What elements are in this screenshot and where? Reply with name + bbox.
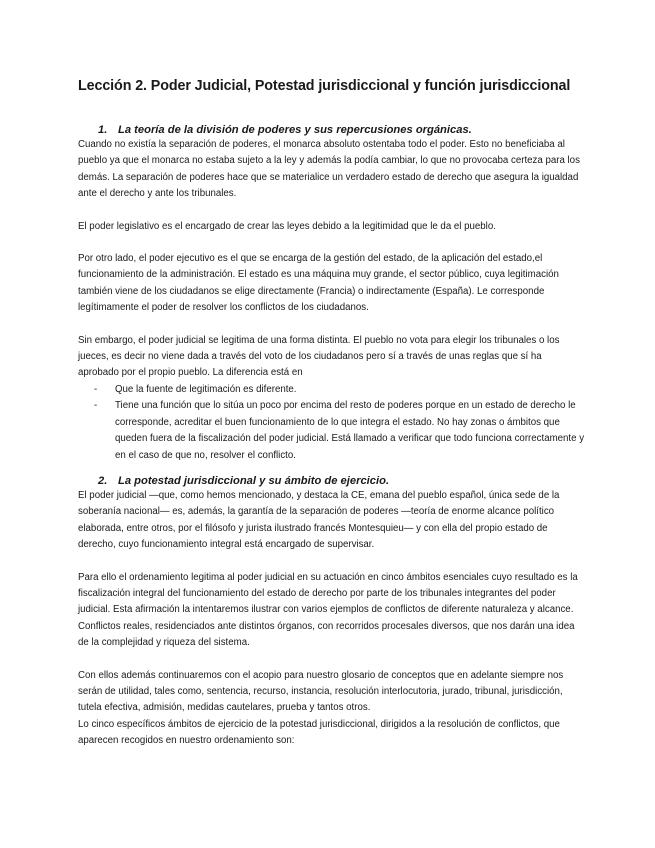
section-1-heading-text: La teoría de la división de poderes y sus repercusiones orgánicas. <box>118 124 472 136</box>
section-1-paragraph-3: Por otro lado, el poder ejecutivo es el que se encarga de la gestión del estado, de la aplicación del estado,el funcionamiento de la administración. El estado es una máquina muy grande, el sector público, cuya legitimación también viene de los ciudadanos se elige directamente (Francia) o indirectamente (España). Le corresponde legítimamente el poder de resolver los conflictos de los ciudadanos. <box>78 253 559 314</box>
list-item: - Tiene una función que lo sitúa un poco por encima del resto de poderes porque en un estado de derecho le corresponde, acreditar el buen funcionamiento de lo que integra el estado. No hay zonas o ámbitos que queden fuera de la fiscalización del poder judicial. Está llamado a verificar que todo funciona correctamente y en el caso de que no, resolver el conflicto. <box>115 398 585 464</box>
section-1-number: 1. <box>98 124 108 136</box>
section-2-paragraph-3: Con ellos además continuaremos con el acopio para nuestro glosario de conceptos que en adelante siempre nos serán de utilidad, tales como, sentencia, recurso, instancia, resolución interlocutoria, jurado, tribunal, jurisdicción, tutela efectiva, admisión, medidas cautelares, prueba y tantos otros. <box>78 669 564 714</box>
document-title: Lección 2. Poder Judicial, Potestad jurisdiccional y función jurisdiccional <box>78 78 571 94</box>
section-1-bullet-list <box>78 382 585 464</box>
section-1-heading <box>98 124 585 136</box>
section-2-heading <box>98 475 585 487</box>
section-2-number: 2. <box>98 474 108 487</box>
section-2-paragraph-1: El poder judicial —que, como hemos mencionado, y destaca la CE, emana del pueblo español, única sede de la soberanía nacional— es, además, la garantía de la separación de poderes —teoría de enorme alcance político elaborada, entre otros, por el filósofo y jurista ilustrado francés Montesquieu— y con ella del propio estado de derecho, cuyo funcionamiento integral está encargado de supervisar. <box>78 489 560 551</box>
section-2-paragraph-2: Para ello el ordenamiento legitima al poder judicial en su actuación en cinco ámbitos esenciales cuyo resultado es la fiscalización integral del funcionamiento del estado de derecho por parte de los tribunales integrantes del poder judicial. Esta afirmación la intentaremos ilustrar con varios ejemplos de conflictos de diferente naturaleza y alcance. Conflictos reales, residenciados ante distintos órganos, con recorridos procesales diversos, que nos darán una idea de la complejidad y riqueza del sistema. <box>78 571 578 649</box>
section-1-paragraph-1: Cuando no existía la separación de poderes, el monarca absoluto ostentaba todo el poder. Esto no beneficiaba al pueblo ya que el monarca no estaba sujeto a la ley y además la podía cambiar, lo que no provocaba certeza para los demás. La separación de poderes hace que se materialice un verdadero estado de derecho que asegura la igualdad ante el derecho y ante los tribunales. <box>78 139 580 200</box>
section-2-paragraph-4: Lo cinco específicos ámbitos de ejercicio de la potestad jurisdiccional, dirigidos a la resolución de conflictos, que aparecen recogidos en nuestro ordenamiento son: <box>78 718 560 747</box>
section-1-paragraph-4: Sin embargo, el poder judicial se legitima de una forma distinta. El pueblo no vota para elegir los tribunales o los jueces, es decir no viene dada a través del voto de los ciudadanos pero sí a través de unas reglas que sí ha aprobado por el propio pueblo. La diferencia está en <box>78 334 560 379</box>
section-1-paragraph-2: El poder legislativo es el encargado de crear las leyes debido a la legitimidad que le da el pueblo. <box>78 220 496 232</box>
section-2-heading-text: La potestad jurisdiccional y su ámbito de ejercicio. <box>118 474 390 487</box>
list-item: - Que la fuente de legitimación es diferente. <box>115 382 585 398</box>
